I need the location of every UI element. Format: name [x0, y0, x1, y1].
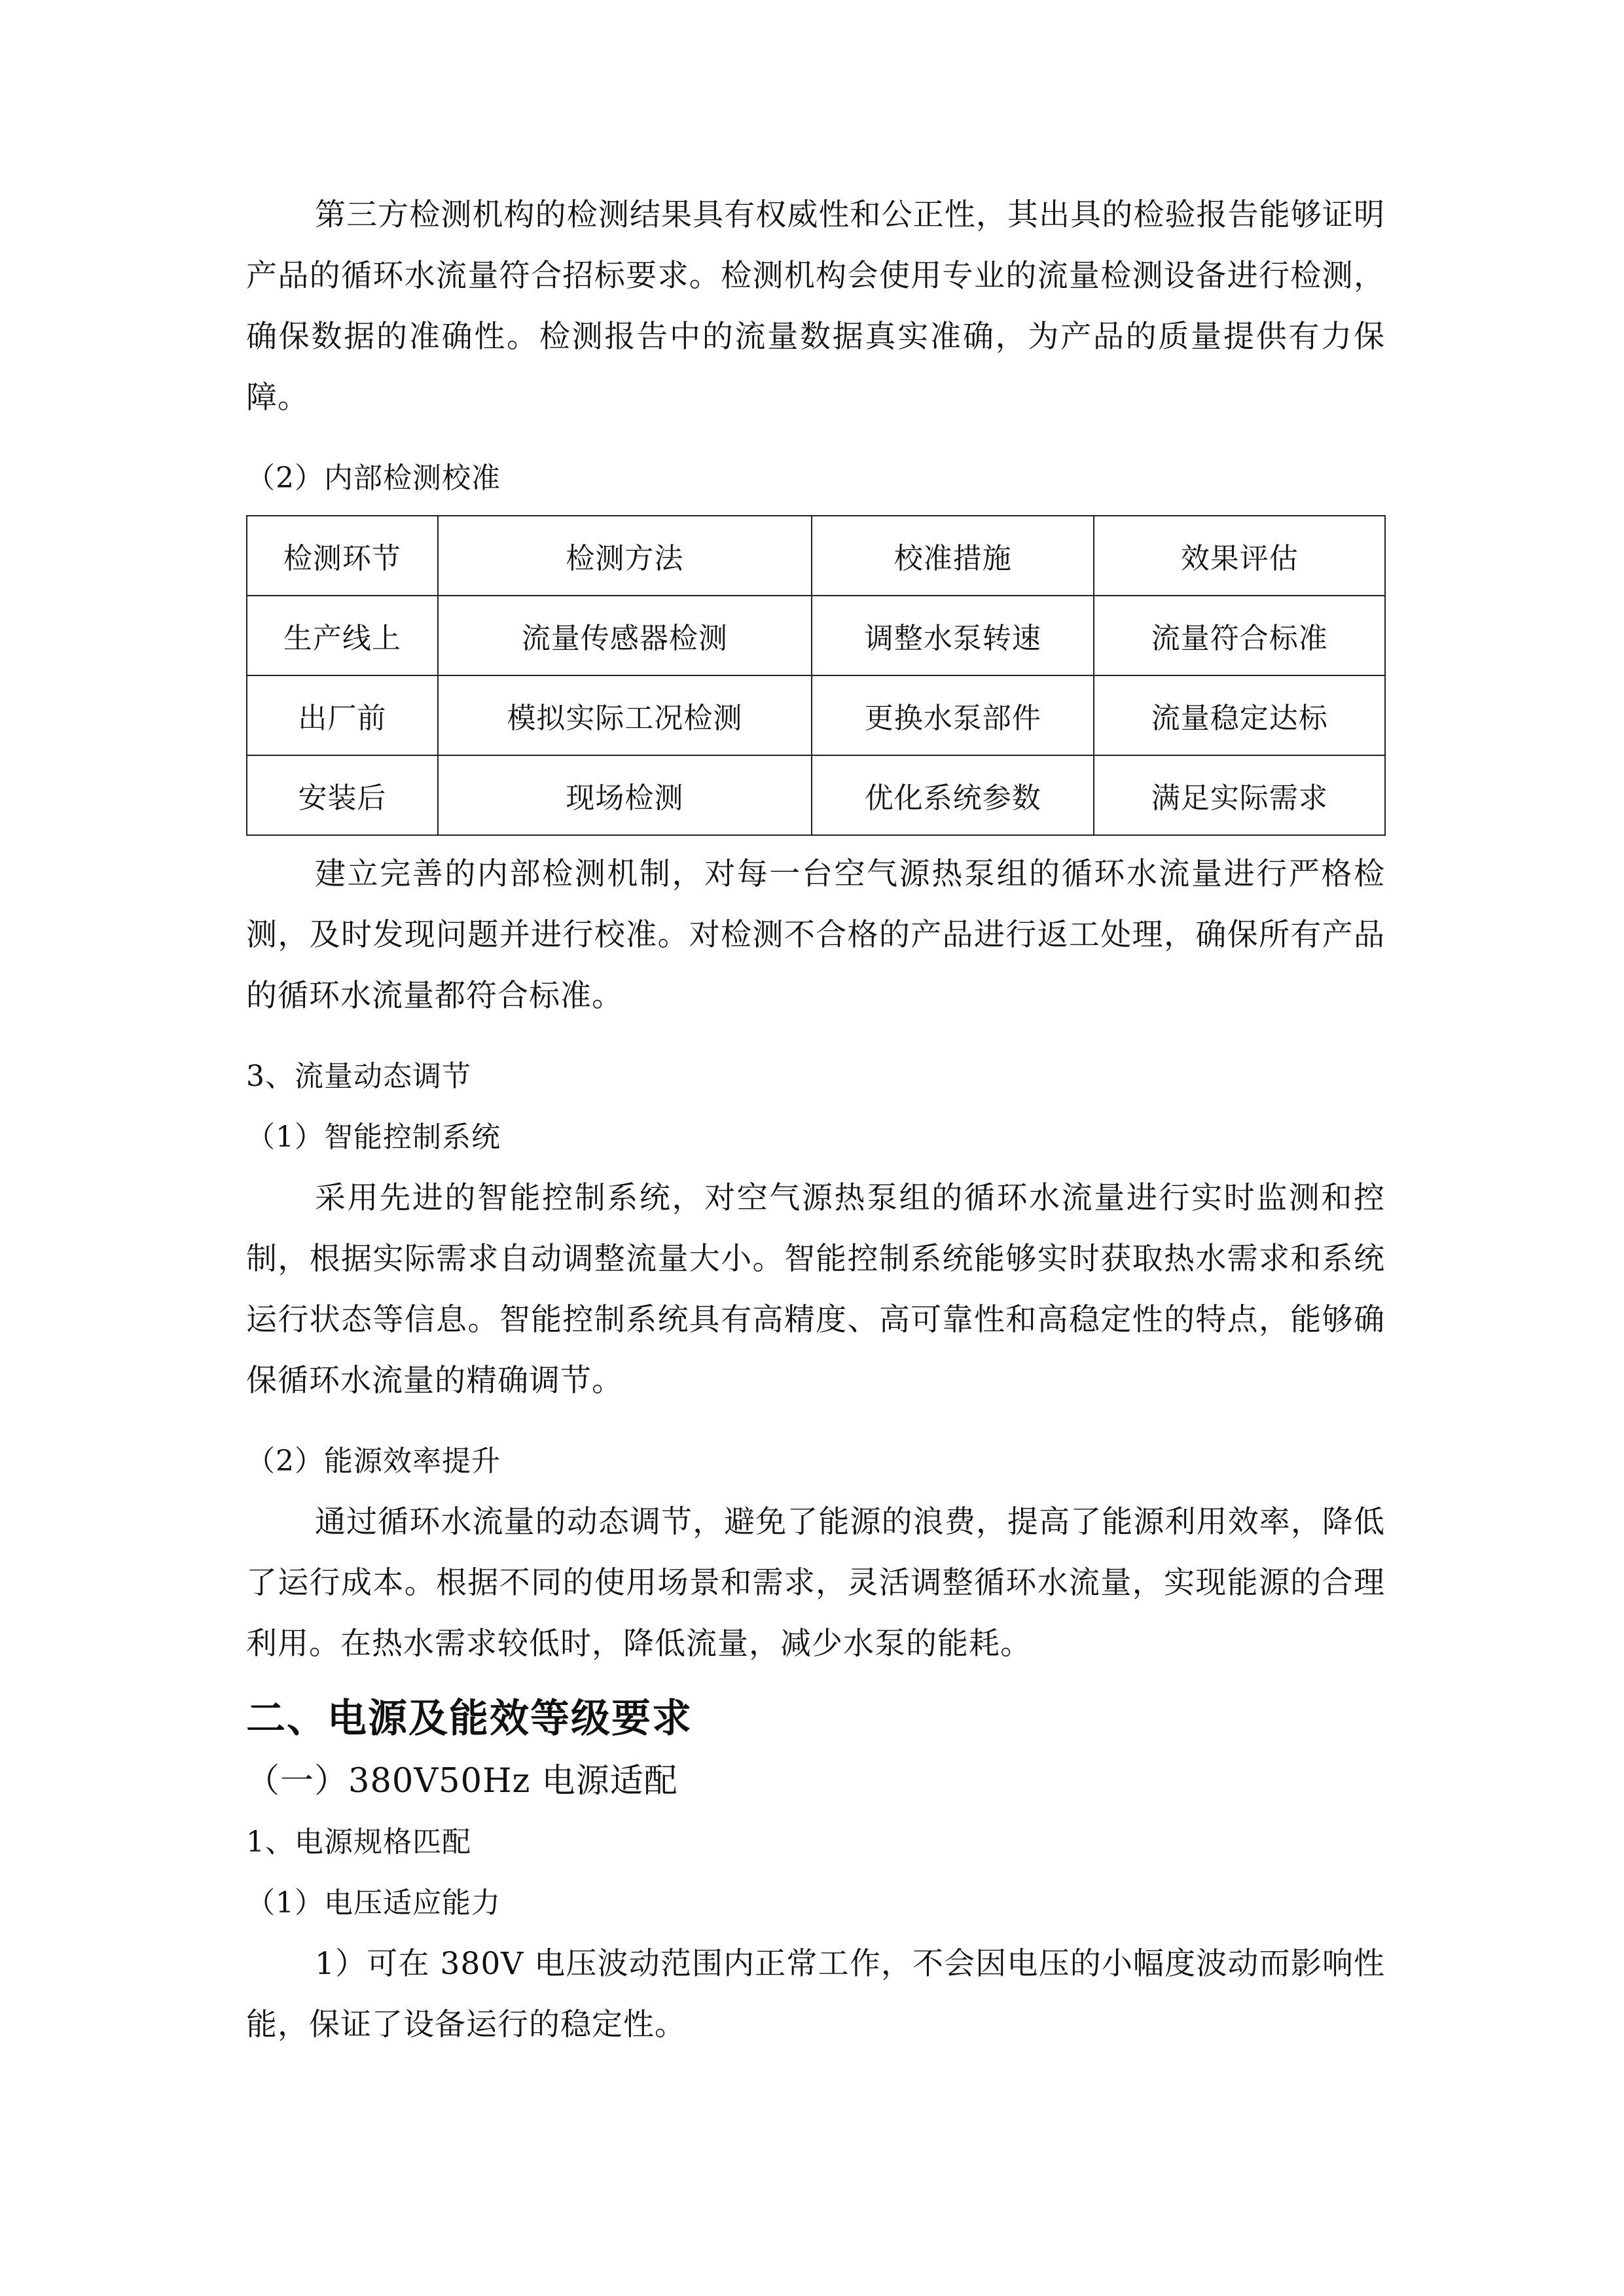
- paragraph-internal-mechanism: 建立完善的内部检测机制，对每一台空气源热泵组的循环水流量进行严格检测，及时发现问题并进行校准。对检测不合格的产品进行返工处理，确保所有产品的循环水流量都符合标准。: [246, 856, 1385, 1014]
- heading-dynamic-adjustment: 3、流量动态调节: [246, 1060, 471, 1093]
- table-cell: 流量稳定达标: [1094, 675, 1385, 755]
- table-cell: 模拟实际工况检测: [438, 675, 812, 755]
- paragraph-smart-control: 采用先进的智能控制系统，对空气源热泵组的循环水流量进行实时监测和控制，根据实际需求自动调整流量大小。智能控制系统能够实时获取热水需求和系统运行状态等信息。智能控制系统具有高精度、高可靠性和高稳定性的特点，能够确保循环水流量的精确调节。: [246, 1180, 1385, 1399]
- page-content: [246, 185, 1385, 2055]
- paragraph-voltage-range: 1）可在 380V 电压波动范围内正常工作，不会因电压的小幅度波动而影响性能，保证了设备运行的稳定性。: [246, 1946, 1385, 2043]
- table-cell: 生产线上: [247, 596, 438, 675]
- table-header-cell: 检测环节: [247, 516, 438, 596]
- heading-voltage-adaptation: （1）电压适应能力: [246, 1886, 501, 1920]
- heading-energy-efficiency: （2）能源效率提升: [246, 1444, 501, 1478]
- paragraph-third-party-testing: 第三方检测机构的检测结果具有权威性和公正性，其出具的检验报告能够证明产品的循环水流量符合招标要求。检测机构会使用专业的流量检测设备进行检测，确保数据的准确性。检测报告中的流量数据真实准确，为产品的质量提供有力保障。: [246, 197, 1385, 416]
- table-cell: 更换水泵部件: [812, 675, 1094, 755]
- calibration-table: [246, 515, 1386, 836]
- section-heading-power: 二、电源及能效等级要求: [246, 1696, 693, 1742]
- heading-smart-control: （1）智能控制系统: [246, 1121, 501, 1154]
- table-header-cell: 校准措施: [812, 516, 1094, 596]
- heading-power-spec: 1、电源规格匹配: [246, 1825, 471, 1859]
- table-row: [247, 675, 1385, 755]
- table-cell: 满足实际需求: [1094, 755, 1385, 835]
- table-row: [247, 596, 1385, 675]
- table-cell: 流量符合标准: [1094, 596, 1385, 675]
- table-cell: 调整水泵转速: [812, 596, 1094, 675]
- paragraph-energy-efficiency: 通过循环水流量的动态调节，避免了能源的浪费，提高了能源利用效率，降低了运行成本。根据不同的使用场景和需求，灵活调整循环水流量，实现能源的合理利用。在热水需求较低时，降低流量，减少水泵的能耗。: [246, 1504, 1385, 1662]
- table-row: [247, 755, 1385, 835]
- table-cell: 现场检测: [438, 755, 812, 835]
- table-header-cell: 效果评估: [1094, 516, 1385, 596]
- table-header-cell: 检测方法: [438, 516, 812, 596]
- table-cell: 出厂前: [247, 675, 438, 755]
- table-cell: 安装后: [247, 755, 438, 835]
- table-cell: 优化系统参数: [812, 755, 1094, 835]
- table-cell: 流量传感器检测: [438, 596, 812, 675]
- table-header-row: [247, 516, 1385, 596]
- heading-internal-calibration: （2）内部检测校准: [246, 461, 501, 495]
- subsection-heading-380v: （一）380V50Hz 电源适配: [246, 1762, 678, 1801]
